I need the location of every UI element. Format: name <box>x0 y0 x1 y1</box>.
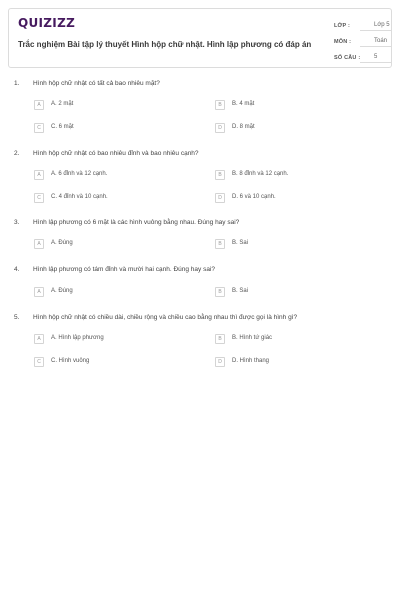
option-letter-box: D <box>215 123 225 133</box>
option-c[interactable] <box>34 193 194 203</box>
option-text: C. 4 đỉnh và 10 cạnh. <box>51 194 108 200</box>
question-number: 5. <box>14 314 20 321</box>
option-c[interactable] <box>34 123 194 133</box>
worksheet-header <box>8 8 392 68</box>
question-number: 1. <box>14 80 20 87</box>
option-d[interactable] <box>215 123 375 133</box>
option-b[interactable] <box>215 100 375 110</box>
option-text: B. Hình tứ giác <box>232 335 273 341</box>
meta-question-count-value: 5 <box>374 54 378 60</box>
option-text: D. 8 mặt <box>232 124 255 130</box>
option-a[interactable] <box>34 100 194 110</box>
option-text: A. 6 đỉnh và 12 cạnh. <box>51 171 108 177</box>
meta-subject-value-field <box>360 38 392 47</box>
option-d[interactable] <box>215 357 375 367</box>
option-letter-box: B <box>215 334 225 344</box>
option-text: B. 8 đỉnh và 12 cạnh. <box>232 171 289 177</box>
option-text: D. Hình thang <box>232 358 270 364</box>
question-number: 3. <box>14 219 20 226</box>
worksheet-title: Trắc nghiệm Bài tập lý thuyết Hình hộp chữ nhật. Hình lập phương có đáp án <box>18 40 312 49</box>
meta-grade-value: Lớp 5 <box>374 22 390 28</box>
meta-subject-value: Toán <box>374 38 388 44</box>
option-text: B. 4 mặt <box>232 101 255 107</box>
option-letter-box: A <box>34 170 44 180</box>
meta-subject-label: MÔN : <box>334 39 352 45</box>
option-text: C. Hình vuông <box>51 358 90 364</box>
meta-grade <box>334 23 392 33</box>
option-c[interactable] <box>34 357 194 367</box>
option-text: B. Sai <box>232 288 249 294</box>
option-letter-box: B <box>215 170 225 180</box>
option-a[interactable] <box>34 170 194 180</box>
meta-question-count-label: SỐ CÂU : <box>334 55 361 61</box>
question-text: Hình hộp chữ nhật có bao nhiêu đỉnh và bao nhiêu cạnh? <box>33 150 199 157</box>
option-text: A. Đúng <box>51 288 73 294</box>
option-letter-box: B <box>215 287 225 297</box>
option-letter-box: A <box>34 239 44 249</box>
option-text: B. Sai <box>232 240 249 246</box>
meta-question-count <box>334 55 392 65</box>
option-b[interactable] <box>215 170 375 180</box>
option-letter-box: B <box>215 239 225 249</box>
option-text: C. 6 mặt <box>51 124 74 130</box>
question-text: Hình hộp chữ nhật có chiều dài, chiều rộng và chiều cao bằng nhau thì được gọi là hình gì? <box>33 314 298 321</box>
option-letter-box: C <box>34 357 44 367</box>
option-d[interactable] <box>215 193 375 203</box>
option-a[interactable] <box>34 239 194 249</box>
option-b[interactable] <box>215 239 375 249</box>
option-letter-box: D <box>215 193 225 203</box>
option-letter-box: C <box>34 193 44 203</box>
question-text: Hình hộp chữ nhật có tất cả bao nhiêu mặt? <box>33 80 160 87</box>
quizizz-logo: QUIZIZZ <box>18 16 76 30</box>
question-number: 2. <box>14 150 20 157</box>
question-text: Hình lập phương có 6 mặt là các hình vuông bằng nhau. Đúng hay sai? <box>33 219 240 226</box>
option-b[interactable] <box>215 334 375 344</box>
option-text: A. Đúng <box>51 240 73 246</box>
meta-subject <box>334 39 392 49</box>
option-letter-box: D <box>215 357 225 367</box>
option-letter-box: C <box>34 123 44 133</box>
option-text: A. 2 mặt <box>51 101 74 107</box>
option-a[interactable] <box>34 287 194 297</box>
meta-question-count-value-field <box>360 54 392 63</box>
question-text: Hình lập phương có tám đỉnh và mười hai cạnh. Đúng hay sai? <box>33 266 215 273</box>
option-letter-box: A <box>34 287 44 297</box>
option-a[interactable] <box>34 334 194 344</box>
option-letter-box: A <box>34 100 44 110</box>
option-b[interactable] <box>215 287 375 297</box>
option-text: A. Hình lập phương <box>51 335 104 341</box>
meta-grade-label: LỚP : <box>334 23 350 29</box>
option-letter-box: A <box>34 334 44 344</box>
question-number: 4. <box>14 266 20 273</box>
meta-grade-value-field <box>360 22 392 31</box>
option-letter-box: B <box>215 100 225 110</box>
option-text: D. 6 và 10 cạnh. <box>232 194 276 200</box>
